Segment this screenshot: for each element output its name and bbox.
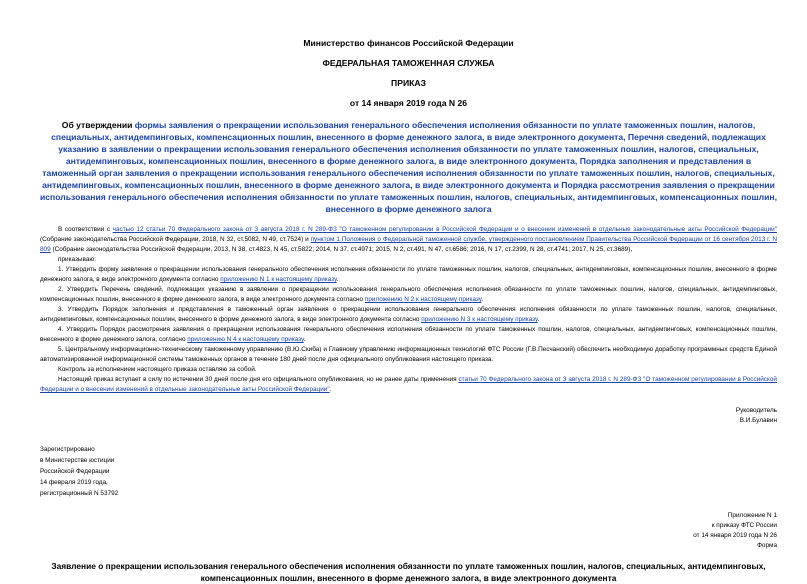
order-title [40, 119, 777, 215]
item-4-text: 4. Утвердить Порядок рассмотрения заявления о прекращении использования генерального обеспечения исполнения обязанности по уплате таможенных пошлин, налогов, специальных, антидемпинговых, компенсационных пошлин, внесенного в форме денежного залога, согласно [40, 326, 777, 343]
registration-block [40, 444, 777, 499]
regulation-link[interactable]: пунктом 1 Положения о Федеральной таможенной службе, утвержденного постановлением Правительства Российской Федерации от 16 сентября 2013 г. N 809 [40, 236, 777, 253]
order-body [40, 225, 777, 395]
law-link[interactable]: частью 12 статьи 70 Федерального закона от 3 августа 2018 г. N 289-ФЗ "О таможенном регулировании в Российской Федерации и о внесении изменений в отдельные законодательные акты Российской Федерации" [112, 226, 777, 233]
signature-block [40, 406, 777, 426]
item-2-text: 2. Утвердить Перечень сведений, подлежащих указанию в заявлении о прекращении использования генерального обеспечения исполнения обязанности по уплате таможенных пошлин, налогов, специальных, антидемпинговых, компенсационных пошлин, внесенного в форме денежного залога, в виде электронного документа согласно [40, 286, 777, 303]
signer-name: В.И.Булавин [739, 417, 777, 424]
registration-line-1: Зарегистрировано [40, 446, 95, 453]
registration-line-2: в Министерстве юстиции [40, 457, 115, 464]
appendix-3-link[interactable]: приложению N 3 к настоящему приказу [421, 316, 538, 323]
registration-line-5: регистрационный N 53792 [40, 490, 119, 497]
item-3-text: 3. Утвердить Порядок заполнения и представления в таможенный орган заявления о прекращении использования генерального обеспечения исполнения обязанности по уплате таможенных пошлин, налогов, специальных, антидемпинговых, компенсационных пошлин, внесенного в форме денежного залога, в виде электронного документа согласно [40, 306, 777, 323]
ministry-name: Министерство финансов Российской Федерации [303, 38, 514, 48]
item-5: 5. Центральному информационно-техническому таможенному управлению (В.Ю.Скиба) и Главному управлению информационных технологий ФТС России (Г.В.Песчанский) обеспечить необходимую доработку программных средств Единой автоматизированной информационной системы таможенных органов в течение 180 дней после дня официального опубликования настоящего приказа. [40, 346, 777, 363]
appendix-line-1: Приложение N 1 [727, 512, 777, 519]
item-4: 4. Утвердить Порядок рассмотрения заявления о прекращении использования генерального обеспечения исполнения обязанности по уплате таможенных пошлин, налогов, специальных, антидемпинговых, компенсационных пошлин, внесенного в форме денежного залога, согласно приложению N 4 к настоящему приказу. [40, 326, 777, 343]
order-word: приказываю: [58, 256, 96, 263]
item-3: 3. Утвердить Порядок заполнения и представления в таможенный орган заявления о прекращении использования генерального обеспечения исполнения обязанности по уплате таможенных пошлин, налогов, специальных, антидемпинговых, компенсационных пошлин, внесенного в форме денежного залога, в виде электронного документа согласно приложению N 3 к настоящему приказу. [40, 306, 777, 323]
document-date-number: от 14 января 2019 года N 26 [349, 98, 468, 108]
registration-line-4: 14 февраля 2019 года, [40, 479, 108, 486]
article-70-link[interactable]: статьи 70 Федерального закона от 3 августа 2018 г. N 289-ФЗ "О таможенном регулировании в Российской Федерации и о внесении изменений в отдельные законодательные акты Российской Федерации" [40, 376, 777, 393]
appendix-1-link[interactable]: приложению N 1 к настоящему приказу [220, 276, 337, 283]
appendix-line-4: Форма [757, 542, 777, 549]
signer-role: Руководитель [735, 407, 777, 414]
document-type: ПРИКАЗ [391, 78, 426, 88]
item-1: 1. Утвердить форму заявления о прекращении использования генерального обеспечения исполнения обязанности по уплате таможенных пошлин, налогов, специальных, антидемпинговых, компенсационных пошлин, внесенного в форме денежного залога, в виде электронного документа согласно приложению N 1 к настоящему приказу. [40, 266, 777, 283]
preamble-text-2: (Собрание законодательства Российской Федерации, 2018, N 32, ст.5082, N 49, ст.7524) и [40, 236, 311, 243]
title-prefix: Об утверждении [61, 120, 135, 130]
appendix-title: Заявление о прекращении использования генерального обеспечения исполнения обязанности по уплате таможенных пошлин, налогов, специальных, антидемпинговых, компенсационных пошлин, внесенного в форме денежного залога, в виде электронного документа [51, 561, 766, 583]
item-1-text: 1. Утвердить форму заявления о прекращении использования генерального обеспечения исполнения обязанности по уплате таможенных пошлин, налогов, специальных, антидемпинговых, компенсационных пошлин, внесенного в форме денежного залога, в виде электронного документа согласно [40, 266, 777, 283]
registration-line-3: Российской Федерации [40, 468, 110, 475]
effect-paragraph: Настоящий приказ вступает в силу по истечении 30 дней после дня его официального опубликования, но не ранее даты применения статьи 70 Федерального закона от 3 августа 2018 г. N 289-ФЗ "О таможенном регулировании в Российской Федерации и о внесении изменений в отдельные законодательные акты Российской Федерации". [40, 376, 777, 393]
appendix-2-link[interactable]: приложению N 2 к настоящему приказу [364, 296, 482, 303]
title-link[interactable]: формы заявления о прекращении использования генерального обеспечения исполнения обязанности по уплате таможенных пошлин, налогов, специальных, антидемпинговых, компенсационных пошлин, внесенного в форме денежного залога, в виде электронного документа, Перечня сведений, подлежащих указанию в заявлении о прекращении использования генерального обеспечения исполнения обязанности по уплате таможенных пошлин, налогов, специальных, антидемпинговых, компенсационных пошлин, внесенного в форме денежного залога, в виде электронного документа, Порядка заполнения и представления в таможенный орган заявления о прекращении использования генерального обеспечения исполнения обязанности по уплате таможенных пошлин, налогов, специальных, антидемпинговых, компенсационных пошлин, внесенного в форме денежного залога, в виде электронного документа и Порядка рассмотрения заявления о прекращении использования генерального обеспечения исполнения обязанности по уплате таможенных пошлин, налогов, специальных, антидемпинговых, компенсационных пошлин, внесенного в форме денежного залога [40, 120, 778, 214]
service-name: ФЕДЕРАЛЬНАЯ ТАМОЖЕННАЯ СЛУЖБА [322, 58, 495, 68]
item-2: 2. Утвердить Перечень сведений, подлежащих указанию в заявлении о прекращении использования генерального обеспечения исполнения обязанности по уплате таможенных пошлин, налогов, специальных, антидемпинговых, компенсационных пошлин, внесенного в форме денежного залога, в виде электронного документа согласно приложению N 2 к настоящему приказу. [40, 286, 777, 303]
control-paragraph: Контроль за исполнением настоящего приказа оставляю за собой. [58, 366, 257, 373]
appendix-line-2: к приказу ФТС России [711, 522, 777, 529]
preamble-paragraph [40, 225, 777, 255]
appendix-line-3: от 14 января 2019 года N 26 [693, 532, 777, 539]
preamble-text-1: В соответствии с [58, 226, 113, 233]
appendix-4-link[interactable]: приложению N 4 к настоящему приказу [187, 336, 304, 343]
effect-text: Настоящий приказ вступает в силу по истечении 30 дней после дня его официального опубликования, но не ранее даты применения [58, 376, 459, 383]
appendix-header [40, 511, 777, 551]
preamble-text-3: (Собрание законодательства Российской Федерации, 2013, N 38, ст.4823, N 45, ст.5822; 2014, N 37, ст.4971; 2015, N 2, ст.491, N 47, ст.6586; 2016, N 17, ст.2399, N 28, ст.4741; 2017, N 25, ст.3689), [50, 246, 633, 253]
